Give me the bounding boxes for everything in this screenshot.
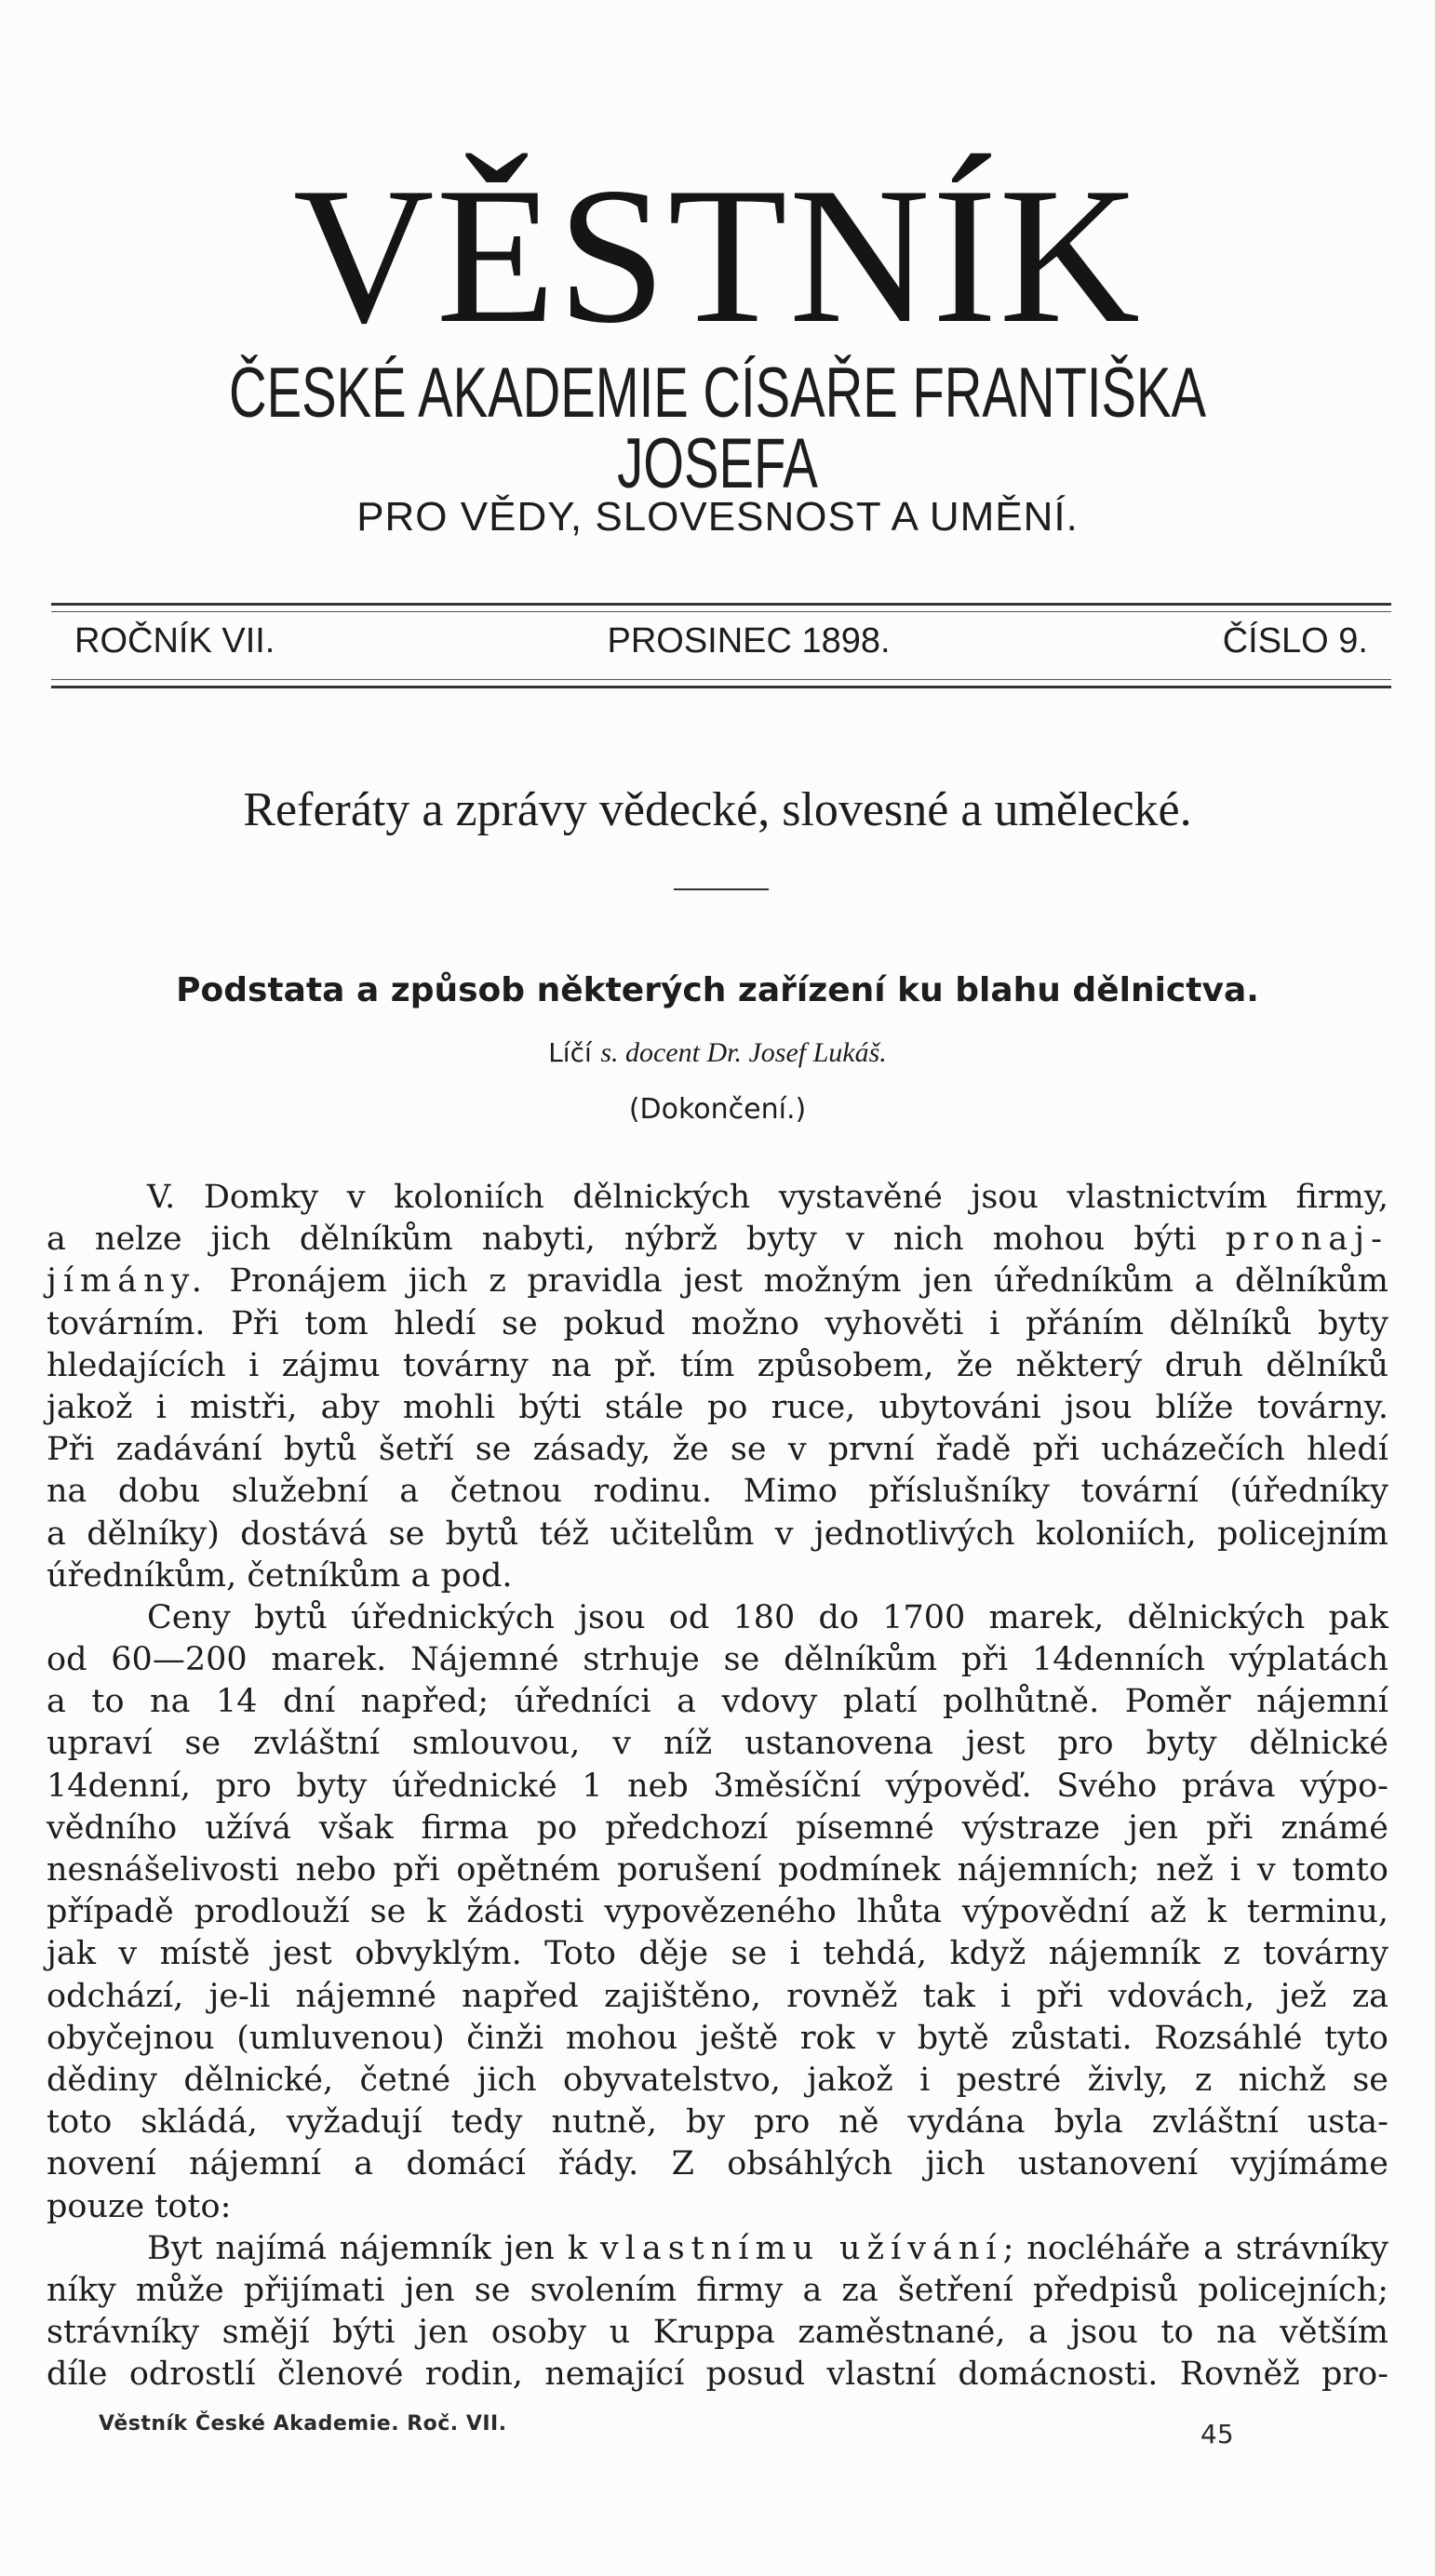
text-line (47, 1933, 1388, 1975)
line-text: od 60—200 marek. Nájemné strhuje se dělníkům při 14denních výplatách (47, 1641, 1388, 1679)
line-text: díle odrostlí členové rodin, nemající posud vlastní domácnosti. Rovněž pro- (47, 2356, 1388, 2394)
line-text: obyčejnou (umluvenou) činži mohou ještě rok v bytě zůstati. Rozsáhlé tyto (47, 2019, 1388, 2057)
issue-info-row (74, 621, 1368, 661)
spaced-emphasis: vlastnímu užívání (599, 2229, 1003, 2267)
line-text: toto skládá, vyžadují tedy nutně, by pro ně vydána byla zvláštní usta- (47, 2103, 1388, 2142)
article-byline (0, 1039, 1435, 1067)
line-text: jak v místě jest obvyklým. Toto děje se i tehdá, když nájemník z továrny (47, 1935, 1388, 1973)
text-line (47, 1514, 1388, 1555)
line-text: 14denní, pro byty úřednické 1 neb 3měsíční výpověď. Svého práva výpo- (47, 1767, 1388, 1805)
line-text: továrním. Při tom hledí se pokud možno vyhověti i přáním dělníků byty (47, 1304, 1388, 1342)
text-line (47, 1597, 1388, 1639)
text-line (47, 2143, 1388, 2185)
footer-page-number: 45 (1200, 2419, 1234, 2449)
footer-journal: Věstník České Akademie. Roč. VII. (99, 2412, 507, 2436)
text-line (47, 2060, 1388, 2102)
text-line (47, 1639, 1388, 1681)
text-line (47, 1471, 1388, 1513)
line-text: úředníkům, četníkům a pod. (47, 1556, 513, 1595)
line-text: Pronájem jich z pravidla jest možným jen úředníkům a dělníkům (229, 1262, 1388, 1301)
line-text: Při zadávání bytů šetří se zásady, že se v první řadě při ucházečích hledí (47, 1431, 1388, 1469)
line-text: jakož i mistři, aby mohli býti stále po ruce, ubytováni jsou blíže továrny. (47, 1388, 1388, 1426)
text-line (47, 1723, 1388, 1765)
line-text: odchází, je-li nájemné napřed zajištěno, rovněž tak i při vdovách, jež za (47, 1977, 1388, 2015)
line-text-after: ; nocléhářе a strávníky (1002, 2229, 1388, 2267)
bottom-divider (51, 679, 1391, 688)
text-line (47, 2018, 1388, 2060)
line-text: níky může přijímati jen se svolením firmy a za šetření předpisů policejních; (47, 2271, 1388, 2309)
text-line (47, 2186, 1388, 2228)
text-line (47, 1429, 1388, 1471)
line-text: strávníky smějí býti jen osoby u Kruppa zaměstnané, a jsou to na větším (47, 2314, 1388, 2352)
line-text: hledajících i zájmu továrny na př. tím způsobem, že některý druh dělníků (47, 1346, 1388, 1384)
text-line (47, 1849, 1388, 1891)
text-line (47, 2228, 1388, 2270)
line-text: upraví se zvláštní smlouvou, v níž ustanovena jest pro byty dělnické (47, 1725, 1388, 1763)
text-line (47, 1891, 1388, 1933)
text-line (47, 1177, 1388, 1219)
spaced-emphasis: pronaj- (1225, 1221, 1388, 1259)
text-line (47, 1345, 1388, 1387)
text-line (47, 2102, 1388, 2143)
section-heading: Referáty a zprávy vědecké, slovesné a umělecké. (243, 783, 1192, 836)
byline-author: s. docent Dr. Josef Lukáš. (600, 1037, 887, 1068)
line-text: a nelze jich dělníkům nabyti, nýbrž byty v nich mohou býti (47, 1221, 1197, 1259)
masthead-title: VĚSTNÍK (292, 148, 1143, 364)
line-text: pouze toto: (47, 2187, 232, 2225)
text-line (47, 1303, 1388, 1345)
section-short-rule (674, 888, 769, 890)
text-line (47, 2354, 1388, 2396)
line-text: novení nájemní a domácí řády. Z obsáhlých jich ustanovení vyjímáme (47, 2145, 1388, 2183)
issue-volume: ROČNÍK VII. (74, 621, 275, 661)
masthead-subtitle: ČESKÉ AKADEMIE CÍSAŘE FRANTIŠKA JOSEFA (228, 354, 1207, 503)
line-text: a dělníky) dostává se bytů též učitelům v jednotlivých koloniích, policejním (47, 1515, 1388, 1553)
masthead-subtitle-2: PRO VĚDY, SLOVESNOST A UMĚNÍ. (356, 494, 1079, 540)
text-line (47, 1387, 1388, 1429)
issue-number: ČÍSLO 9. (1222, 621, 1368, 661)
line-text: V. Domky v koloniích dělnických vystavěné jsou vlastnictvím firmy, (147, 1179, 1388, 1216)
byline-prefix: Líčí (548, 1037, 592, 1068)
spaced-emphasis: jímány. (47, 1262, 208, 1301)
line-text: Byt najímá nájemník jen k (147, 2229, 587, 2267)
line-text: případě prodlouží se k žádosti vypovězeného lhůta výpovědní až k terminu, (47, 1893, 1388, 1931)
issue-date: PROSINEC 1898. (607, 621, 891, 661)
text-line (47, 1976, 1388, 2018)
text-line (47, 1219, 1388, 1261)
article-title: Podstata a způsob některých zařízení ku blahu dělnictva. (176, 971, 1259, 1009)
top-divider (51, 603, 1391, 612)
text-line (47, 1261, 1388, 1302)
line-text: dědiny dělnické, četné jich obyvatelstvo, jakož i pestré živly, z nichž se (47, 2061, 1388, 2099)
article-body (47, 1177, 1388, 2396)
line-text: na dobu služební a četnou rodinu. Mimo příslušníky tovární (úředníky (47, 1473, 1388, 1511)
line-text: Ceny bytů úřednických jsou od 180 do 1700 marek, dělnických pak (147, 1598, 1388, 1636)
text-line (47, 1808, 1388, 1849)
line-text: nesnášelivosti nebo při opětném porušení podmínek nájemních; než i v tomto (47, 1851, 1388, 1889)
line-text: vědního užívá však firma po předchozí písemné výstraze jen při známé (47, 1809, 1388, 1847)
text-line (47, 2312, 1388, 2354)
text-line (47, 1766, 1388, 1808)
text-line (47, 1555, 1388, 1597)
article-continued-note: (Dokončení.) (628, 1093, 807, 1126)
text-line (47, 1681, 1388, 1723)
text-line (47, 2270, 1388, 2312)
line-text: a to na 14 dní napřed; úředníci a vdovy platí polhůtně. Poměr nájemní (47, 1683, 1388, 1721)
